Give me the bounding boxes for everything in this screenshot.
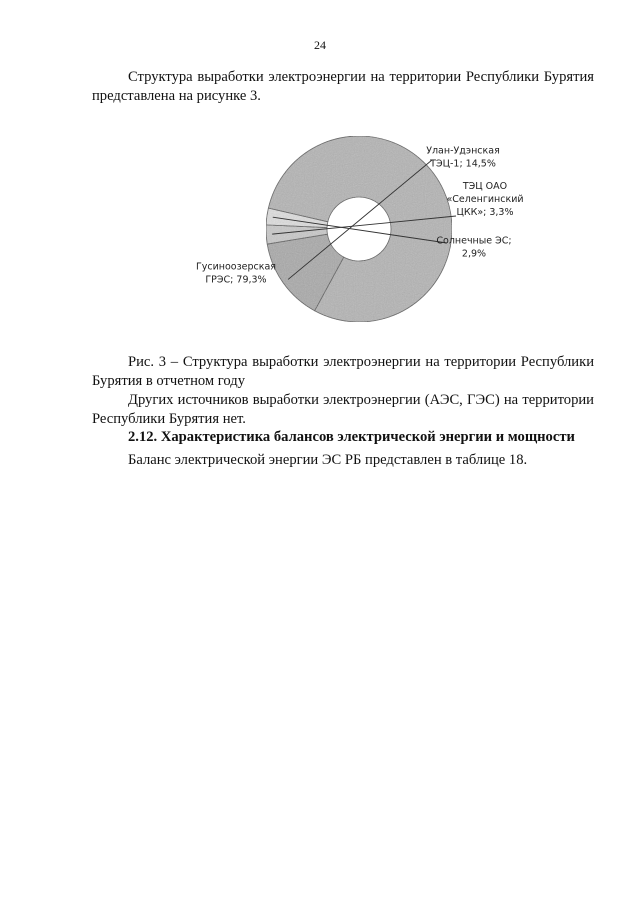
balance-paragraph: Баланс электрической энергии ЭС РБ представлен в таблице 18.: [128, 452, 528, 468]
data-label-gusinoozerskaya-gres: Гусиноозерская ГРЭС; 79,3%: [195, 261, 277, 286]
page-number: 24: [314, 38, 326, 52]
data-label-ulan-ude-tec1: Улан-Удэнская ТЭЦ-1; 14,5%: [426, 145, 500, 170]
doughnut-chart-svg: [0, 120, 640, 350]
intro-paragraph: Структура выработки электроэнергии на территории Республики Бурятия представлена на рисунке 3.: [92, 69, 594, 104]
figure-caption: Рис. 3 – Структура выработки электроэнергии на территории Республики Бурятия в отчетном году: [92, 354, 594, 389]
other-sources-paragraph: Других источников выработки электроэнергии (АЭС, ГЭС) на территории Республики Бурятия нет.: [92, 392, 594, 427]
section-heading: 2.12. Характеристика балансов электрической энергии и мощности: [128, 429, 575, 445]
data-label-solar-es: Солнечные ЭС; 2,9%: [436, 235, 512, 260]
data-label-selenginsky-tec: ТЭЦ ОАО «Селенгинский ЦКК»; 3,3%: [446, 181, 524, 218]
pie-chart: [0, 120, 640, 350]
